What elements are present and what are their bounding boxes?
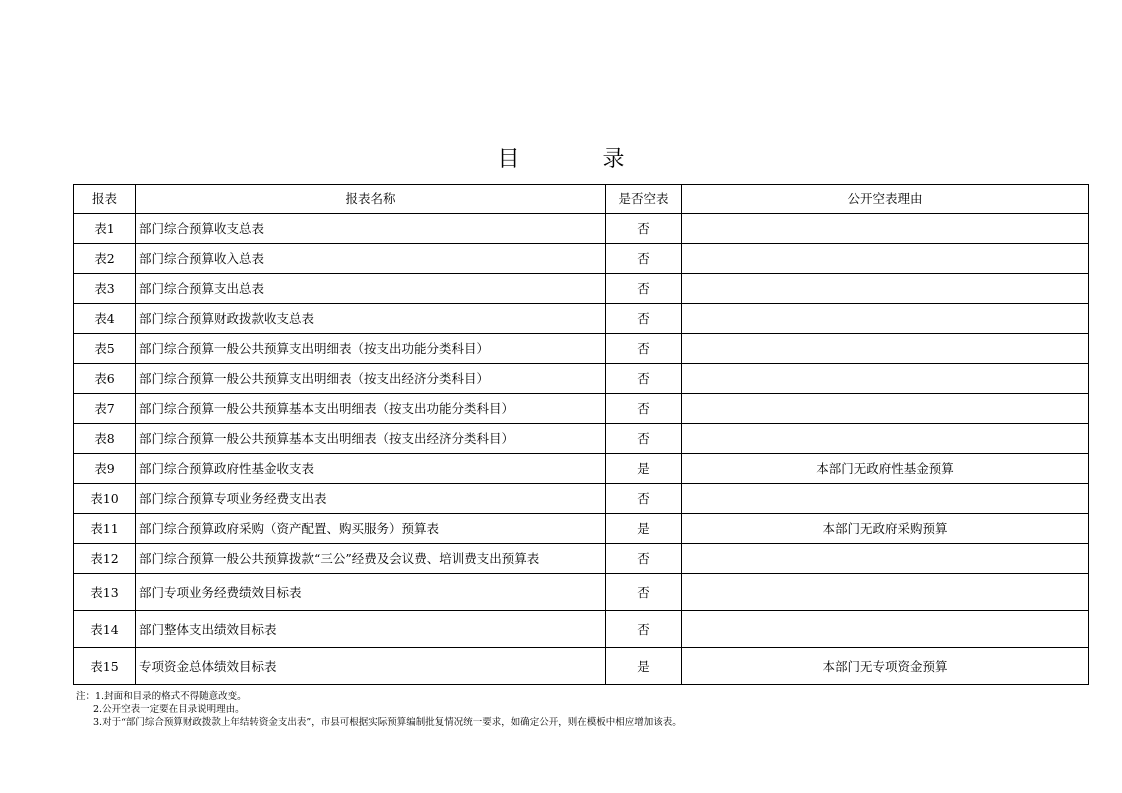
cell-empty-reason bbox=[682, 334, 1089, 364]
cell-report-no: 表13 bbox=[74, 574, 136, 611]
cell-report-no: 表5 bbox=[74, 334, 136, 364]
cell-report-name: 部门综合预算财政拨款收支总表 bbox=[136, 304, 606, 334]
header-report-name: 报表名称 bbox=[136, 185, 606, 214]
cell-report-no: 表1 bbox=[74, 214, 136, 244]
cell-empty-reason bbox=[682, 244, 1089, 274]
cell-report-name: 部门综合预算一般公共预算支出明细表（按支出经济分类科目） bbox=[136, 364, 606, 394]
cell-report-no: 表12 bbox=[74, 544, 136, 574]
cell-is-empty: 是 bbox=[606, 514, 682, 544]
note-line: 2.公开空表一定要在目录说明理由。 bbox=[93, 704, 245, 715]
table-header-row bbox=[74, 185, 1089, 214]
cell-report-name: 部门综合预算一般公共预算基本支出明细表（按支出经济分类科目） bbox=[136, 424, 606, 454]
cell-report-name: 部门综合预算政府采购（资产配置、购买服务）预算表 bbox=[136, 514, 606, 544]
cell-is-empty: 否 bbox=[606, 544, 682, 574]
page-title: 目 录 bbox=[497, 147, 663, 172]
table-row bbox=[74, 304, 1089, 334]
table-row bbox=[74, 394, 1089, 424]
cell-report-name: 专项资金总体绩效目标表 bbox=[136, 648, 606, 685]
cell-report-name: 部门综合预算一般公共预算基本支出明细表（按支出功能分类科目） bbox=[136, 394, 606, 424]
table-row bbox=[74, 514, 1089, 544]
catalog-table bbox=[73, 184, 1089, 685]
cell-empty-reason bbox=[682, 394, 1089, 424]
table-row bbox=[74, 214, 1089, 244]
header-empty-reason: 公开空表理由 bbox=[682, 185, 1089, 214]
cell-is-empty: 否 bbox=[606, 334, 682, 364]
cell-report-name: 部门整体支出绩效目标表 bbox=[136, 611, 606, 648]
notes bbox=[76, 690, 682, 729]
cell-is-empty: 是 bbox=[606, 454, 682, 484]
cell-report-no: 表2 bbox=[74, 244, 136, 274]
cell-empty-reason bbox=[682, 304, 1089, 334]
cell-empty-reason bbox=[682, 544, 1089, 574]
cell-report-no: 表9 bbox=[74, 454, 136, 484]
table-row bbox=[74, 364, 1089, 394]
table-row bbox=[74, 611, 1089, 648]
cell-report-no: 表4 bbox=[74, 304, 136, 334]
cell-report-no: 表3 bbox=[74, 274, 136, 304]
cell-empty-reason bbox=[682, 574, 1089, 611]
cell-report-name: 部门综合预算支出总表 bbox=[136, 274, 606, 304]
table-row bbox=[74, 424, 1089, 454]
note-line: 3.对于“部门综合预算财政拨款上年结转资金支出表”，市县可根据实际预算编制批复情况统一要求，如确定公开，则在模板中相应增加该表。 bbox=[93, 717, 682, 728]
table-row bbox=[74, 574, 1089, 611]
cell-is-empty: 否 bbox=[606, 394, 682, 424]
cell-is-empty: 否 bbox=[606, 574, 682, 611]
cell-is-empty: 否 bbox=[606, 611, 682, 648]
table-row bbox=[74, 244, 1089, 274]
cell-empty-reason: 本部门无政府性基金预算 bbox=[682, 454, 1089, 484]
table-row bbox=[74, 484, 1089, 514]
cell-report-name: 部门综合预算一般公共预算拨款“三公”经费及会议费、培训费支出预算表 bbox=[136, 544, 606, 574]
catalog-body bbox=[74, 214, 1089, 685]
cell-report-no: 表11 bbox=[74, 514, 136, 544]
cell-empty-reason bbox=[682, 274, 1089, 304]
cell-is-empty: 否 bbox=[606, 424, 682, 454]
cell-empty-reason bbox=[682, 214, 1089, 244]
header-report-no: 报表 bbox=[74, 185, 136, 214]
header-is-empty: 是否空表 bbox=[606, 185, 682, 214]
note-line: 注：1.封面和目录的格式不得随意改变。 bbox=[76, 691, 247, 702]
cell-empty-reason bbox=[682, 611, 1089, 648]
cell-report-name: 部门综合预算政府性基金收支表 bbox=[136, 454, 606, 484]
table-row bbox=[74, 454, 1089, 484]
cell-report-no: 表6 bbox=[74, 364, 136, 394]
cell-empty-reason: 本部门无专项资金预算 bbox=[682, 648, 1089, 685]
cell-empty-reason bbox=[682, 484, 1089, 514]
cell-is-empty: 否 bbox=[606, 274, 682, 304]
cell-is-empty: 否 bbox=[606, 214, 682, 244]
cell-report-no: 表14 bbox=[74, 611, 136, 648]
table-row bbox=[74, 544, 1089, 574]
cell-report-name: 部门综合预算专项业务经费支出表 bbox=[136, 484, 606, 514]
cell-report-name: 部门综合预算收入总表 bbox=[136, 244, 606, 274]
cell-empty-reason: 本部门无政府采购预算 bbox=[682, 514, 1089, 544]
cell-report-no: 表7 bbox=[74, 394, 136, 424]
table-row bbox=[74, 334, 1089, 364]
cell-report-no: 表10 bbox=[74, 484, 136, 514]
cell-report-name: 部门专项业务经费绩效目标表 bbox=[136, 574, 606, 611]
cell-report-name: 部门综合预算一般公共预算支出明细表（按支出功能分类科目） bbox=[136, 334, 606, 364]
table-row bbox=[74, 648, 1089, 685]
cell-is-empty: 是 bbox=[606, 648, 682, 685]
cell-is-empty: 否 bbox=[606, 304, 682, 334]
cell-empty-reason bbox=[682, 364, 1089, 394]
cell-report-no: 表8 bbox=[74, 424, 136, 454]
cell-report-name: 部门综合预算收支总表 bbox=[136, 214, 606, 244]
cell-is-empty: 否 bbox=[606, 244, 682, 274]
cell-empty-reason bbox=[682, 424, 1089, 454]
cell-is-empty: 否 bbox=[606, 364, 682, 394]
cell-is-empty: 否 bbox=[606, 484, 682, 514]
cell-report-no: 表15 bbox=[74, 648, 136, 685]
table-row bbox=[74, 274, 1089, 304]
